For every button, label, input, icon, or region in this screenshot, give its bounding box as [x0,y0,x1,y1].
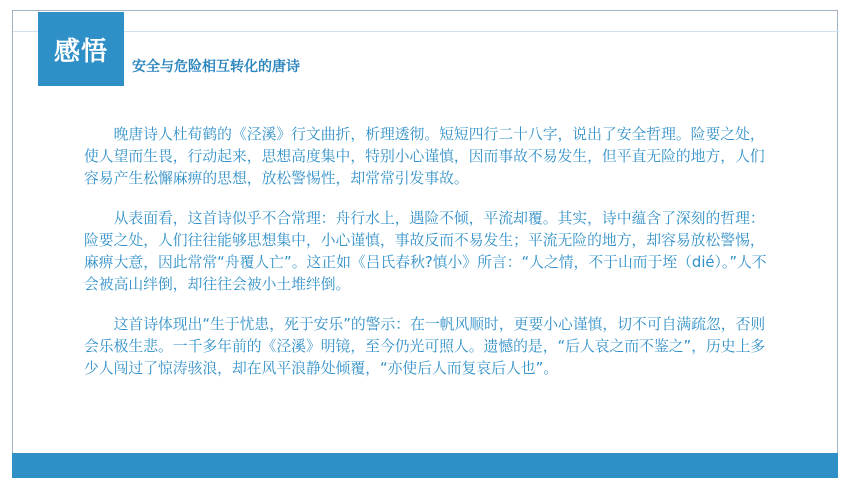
page-subtitle: 安全与危险相互转化的唐诗 [132,59,300,75]
content-body [84,124,772,398]
top-divider [13,31,839,32]
footer-bar [12,453,838,478]
page-title: 感悟 [38,12,124,86]
paragraph-3: 这首诗体现出“生于忧患，死于安乐”的警示：在一帆风顺时，更要小心谨慎，切不可自满疏忽，否则会乐极生悲。一千多年前的《泾溪》明镜，至今仍光可照人。遗憾的是，“后人哀之而不鉴之”，历史上多少人闯过了惊涛骇浪，却在风平浪静处倾覆，“亦使后人而复哀后人也”。 [84,316,766,377]
paragraph-1: 晚唐诗人杜荀鹤的《泾溪》行文曲折，析理透彻。短短四行二十八字，说出了安全哲理。险要之处，使人望而生畏，行动起来，思想高度集中，特别小心谨慎，因而事故不易发生，但平直无险的地方，人们容易产生松懈麻痹的思想，放松警惕性，却常常引发事故。 [84,126,765,187]
paragraph-2: 从表面看，这首诗似乎不合常理：舟行水上，遇险不倾，平流却覆。其实，诗中蕴含了深刻的哲理：险要之处，人们往往能够思想集中，小心谨慎，事故反而不易发生；平流无险的地方，却容易放松警惕，麻痹大意，因此常常“舟覆人亡”。这正如《吕氏春秋?慎小》所言：“人之情，不于山而于垤（dié）。”人不会被高山绊倒，却往往会被小土堆绊倒。 [84,210,767,293]
